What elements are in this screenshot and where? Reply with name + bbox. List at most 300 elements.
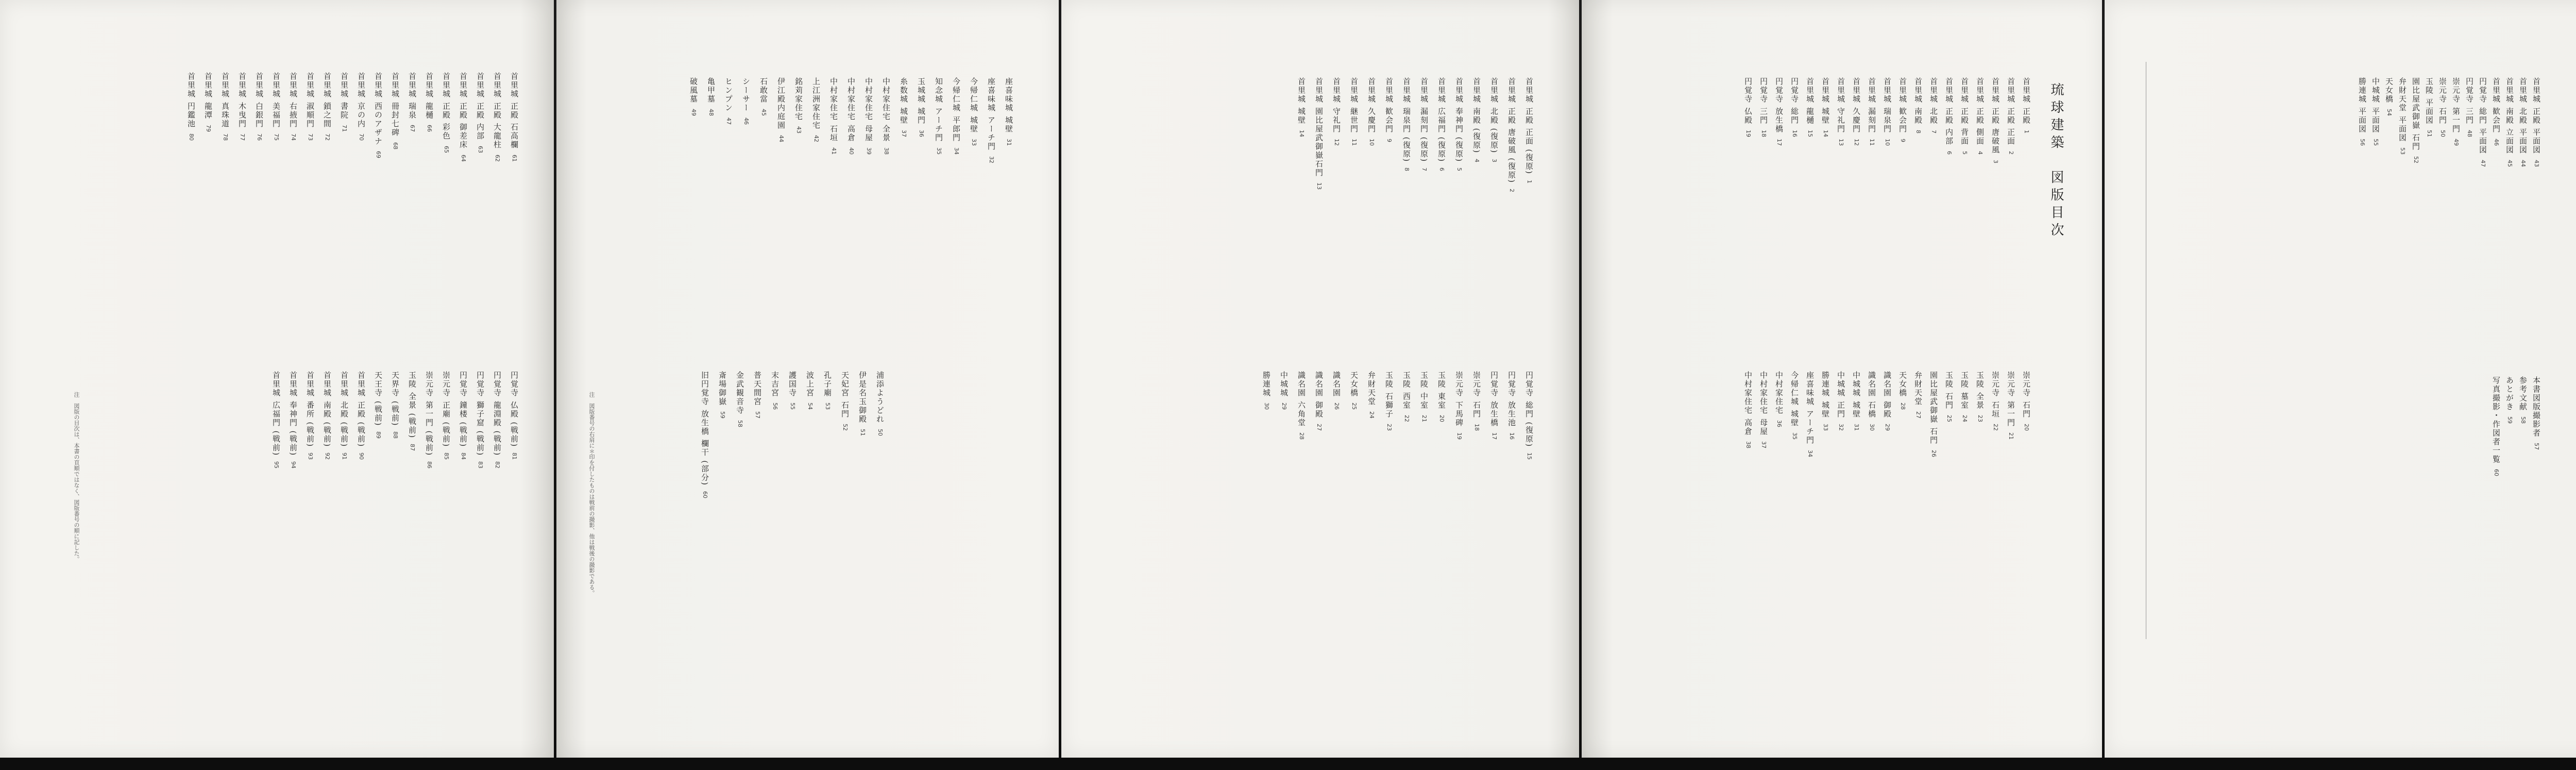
toc-entry-title: 中村家住宅 母屋 — [1759, 371, 1768, 436]
toc-entry — [1315, 77, 1323, 190]
toc-entry — [2398, 77, 2406, 155]
toc-entry-page: 77 — [239, 133, 246, 141]
toc-entry — [238, 72, 246, 141]
toc-entry — [1525, 371, 1533, 460]
toc-entry-page: 88 — [392, 431, 399, 439]
toc-entry-title: 弁財天堂 平面図 — [2398, 77, 2407, 142]
toc-entry-title: 首里城 淑順門 — [306, 72, 315, 128]
toc-entry — [1883, 371, 1891, 431]
toc-entry — [1806, 371, 1814, 457]
toc-entry-page: 86 — [426, 461, 433, 469]
toc-entry-title: 首里城 真珠道 — [221, 72, 230, 128]
toc-entry-title: 玉陵 中室 — [1419, 371, 1429, 410]
toc-entry-page: 84 — [460, 453, 467, 460]
toc-entry-title: 首里城 継世門 — [1349, 77, 1359, 133]
toc-entry-page: 55 — [2372, 138, 2379, 146]
toc-entry — [1280, 371, 1287, 410]
toc-entry — [1437, 77, 1445, 171]
toc-entry — [1790, 77, 1798, 137]
toc-entry-title: 中村家住宅 母屋 — [864, 77, 873, 142]
toc-entry-title: 首里城 龍潭 — [204, 72, 213, 120]
toc-entry — [1991, 77, 1999, 163]
toc-entry-page: 85 — [443, 453, 450, 460]
toc-entry-title: 天女橋 — [1349, 371, 1359, 397]
toc-entry-page: 74 — [290, 133, 297, 141]
toc-entry — [736, 371, 743, 427]
toc-entry-title: 石敢當 — [759, 77, 768, 104]
toc-entry-title: 首里城 正殿 大龍柱 — [493, 72, 502, 149]
toc-entry-page: 18 — [1473, 423, 1480, 431]
toc-entry — [374, 72, 382, 158]
toc-entry-title: 崇元寺 石門 — [1472, 371, 1481, 419]
toc-entry-title: 玉陵 全景 — [1975, 371, 1985, 410]
toc-entry-title: 中城城 正門 — [1836, 371, 1845, 419]
toc-entry — [1914, 77, 1922, 133]
toc-page-2 — [2105, 0, 2576, 758]
toc-entry-page: 54 — [807, 403, 814, 410]
toc-entry-title: 首里城 南殿 立面図 — [2505, 77, 2514, 155]
toc-entry-page: 39 — [866, 147, 872, 155]
toc-entry-title: 識名園 — [1332, 371, 1341, 397]
toc-entry-page: 52 — [2413, 156, 2419, 163]
plates-toc-page-4 — [0, 0, 554, 758]
toc-entry — [1960, 371, 1968, 422]
toc-entry-page: 42 — [813, 135, 820, 142]
toc-entry-page: 15 — [1807, 129, 1814, 137]
toc-entry-title: 園比屋武御嶽 石門 — [1929, 371, 1938, 445]
toc-entry-title: ヒンプン — [724, 77, 733, 112]
toc-entry — [2519, 376, 2527, 424]
toc-entry — [374, 371, 382, 439]
toc-entry-page: 18 — [1760, 129, 1767, 137]
toc-entry-page: 60 — [702, 491, 708, 499]
toc-entry-page: 11 — [1869, 138, 1875, 146]
toc-entry-page: 65 — [443, 145, 450, 153]
toc-entry-page: 11 — [1351, 138, 1358, 146]
toc-entry — [1297, 77, 1305, 137]
toc-entry-title: 崇元寺 石門 — [2438, 77, 2447, 125]
toc-entry — [1437, 371, 1445, 422]
plates-title: 琉球建築 図版目次 — [2048, 82, 2064, 240]
toc-entry — [2412, 77, 2419, 163]
toc-entry-page: 35 — [936, 147, 942, 155]
toc-entry-title: 座喜味城 城壁 — [1004, 77, 1013, 133]
toc-entry-title: 波上宮 — [805, 371, 815, 397]
toc-entry-title: 知念城 アーチ門 — [934, 77, 943, 142]
toc-entry-title: 孔子廟 — [823, 371, 832, 397]
toc-entry — [876, 371, 884, 436]
toc-entry-page: 57 — [2533, 443, 2540, 450]
toc-entry-page: 15 — [1526, 453, 1533, 460]
toc-entry-title: 円覚寺 放生橋 — [1489, 371, 1499, 427]
toc-entry-page: 58 — [737, 420, 743, 427]
toc-entry — [2022, 77, 2030, 133]
toc-entry — [1790, 371, 1798, 440]
toc-entry-page: 13 — [1838, 138, 1844, 146]
toc-entry-page: 70 — [358, 133, 365, 141]
toc-entry-page: 9 — [1900, 138, 1906, 142]
toc-entry-title: 中村家住宅 高倉 — [1743, 371, 1753, 436]
toc-entry-title: 勝連城 城壁 — [1821, 371, 1830, 419]
toc-entry-title: 破風墓 — [689, 77, 698, 104]
toc-entry-page: 69 — [375, 150, 382, 158]
toc-entry-title: 斎場御嶽 — [718, 371, 727, 406]
toc-entry-title: 首里城 円鑑池 — [187, 72, 196, 128]
toc-entry-page: 33 — [1822, 423, 1829, 431]
toc-entry — [425, 72, 433, 132]
toc-entry — [1976, 371, 1984, 422]
toc-entry — [1759, 371, 1767, 448]
toc-entry — [221, 72, 229, 141]
toc-entry-title: 円覚寺 総門 — [1790, 77, 1799, 125]
toc-entry — [2492, 376, 2500, 476]
toc-entry — [753, 371, 761, 419]
toc-entry — [2022, 371, 2030, 431]
toc-entry — [1262, 371, 1270, 410]
toc-entry — [1945, 77, 1953, 155]
toc-entry — [476, 371, 484, 468]
toc-entry — [1472, 371, 1480, 431]
toc-entry-title: 円覚寺 仏殿 (戦前) — [510, 371, 519, 448]
toc-entry-title: 首里城 北殿 (復原) — [1489, 77, 1499, 154]
toc-entry — [1490, 371, 1498, 440]
toc-entry — [1350, 371, 1358, 410]
toc-entry — [357, 72, 365, 141]
toc-entry-title: 玉城城 城門 — [917, 77, 926, 125]
toc-entry-title: 弁財天堂 — [1913, 371, 1923, 406]
toc-entry — [1759, 77, 1767, 137]
toc-entry-title: 金武観音寺 — [735, 371, 744, 415]
toc-entry — [2007, 371, 2014, 440]
toc-entry-title: 首里城 広福門 (復原) — [1437, 77, 1446, 163]
toc-entry — [2385, 77, 2393, 116]
toc-entry — [442, 371, 450, 460]
toc-entry-title: 伊江殿内庭園 — [776, 77, 786, 130]
toc-entry-title: 勝連城 — [1262, 371, 1271, 397]
toc-entry-title: 首里城 歓会門 — [2492, 77, 2501, 133]
toc-entry-page: 24 — [1961, 414, 1968, 422]
toc-entry — [306, 72, 314, 141]
toc-entry — [1507, 371, 1515, 440]
toc-entry — [510, 371, 518, 460]
toc-entry-page: 32 — [988, 156, 995, 163]
toc-entry — [391, 371, 399, 439]
toc-entry — [724, 77, 732, 125]
toc-entry — [408, 371, 416, 451]
toc-entry-title: 今帰仁城 城壁 — [1790, 371, 1799, 427]
toc-entry-page: 66 — [426, 124, 433, 132]
toc-entry-title: 首里城 正殿 内部 — [476, 72, 485, 141]
toc-entry-page: 10 — [1368, 138, 1375, 146]
toc-entry — [1402, 77, 1410, 171]
toc-entry-title: 首里城 龍樋 — [425, 72, 434, 120]
toc-entry-page: 14 — [1298, 129, 1305, 137]
toc-entry-title: 首里城 白銀門 — [255, 72, 264, 128]
toc-entry-title: 弁財天堂 — [1367, 371, 1376, 406]
toc-entry-page: 81 — [511, 453, 518, 460]
toc-entry-page: 12 — [1853, 138, 1860, 146]
toc-entry — [771, 371, 778, 410]
toc-entry-title: 首里城 正殿 石高欄 — [510, 72, 519, 149]
toc-entry — [459, 371, 467, 460]
toc-entry — [759, 77, 767, 116]
toc-entry-page: 6 — [1946, 150, 1953, 155]
toc-entry — [1837, 371, 1844, 431]
toc-entry-page: 73 — [307, 133, 314, 141]
toc-entry — [1455, 77, 1463, 171]
toc-entry — [1852, 371, 1860, 431]
toc-entry — [829, 77, 837, 155]
toc-entry-page: 63 — [477, 145, 484, 153]
toc-entry — [1332, 77, 1340, 146]
toc-entry-page: 50 — [2439, 129, 2446, 137]
toc-entry-title: 座喜味城 アーチ門 — [987, 77, 996, 151]
toc-entry-page: 23 — [1386, 423, 1393, 431]
toc-entry — [289, 371, 297, 468]
toc-entry-page: 26 — [1333, 403, 1340, 410]
toc-entry-title: 崇元寺 第一門 (戦前) — [425, 371, 434, 457]
toc-entry-title: 首里城 奉神門 (復原) — [1454, 77, 1464, 163]
toc-entry-title: 首里城 正殿 (戦前) — [357, 371, 366, 448]
toc-entry — [917, 77, 925, 137]
toc-entry-page: 51 — [859, 429, 866, 436]
toc-entry-title: 首里城 正殿 唐破風 (復原) — [1507, 77, 1516, 184]
toc-entry-page: 4 — [1977, 150, 1984, 155]
toc-entry-title: 首里城 正殿 正面 — [2006, 77, 2015, 146]
toc-entry — [1367, 77, 1375, 146]
toc-entry-title: 首里城 正殿 彩色 — [442, 72, 451, 141]
toc-entry-page: 50 — [877, 429, 884, 436]
toc-entry-page: 22 — [1403, 414, 1410, 422]
toc-entry-page: 54 — [2386, 109, 2393, 116]
toc-entry — [1297, 371, 1305, 440]
toc-entry-title: 中村家住宅 全景 — [882, 77, 891, 142]
toc-entry-title: 首里城 久慶門 — [1367, 77, 1376, 133]
toc-entry — [1929, 371, 1937, 457]
toc-entry-title: 首里城 城壁 — [1821, 77, 1830, 125]
toc-entry-page: 24 — [1368, 411, 1375, 419]
toc-entry-title: 玉陵 全景 (戦前) — [408, 371, 417, 439]
toc-entry — [1868, 371, 1875, 431]
toc-entry — [1868, 77, 1875, 146]
toc-entry-title: 首里城 京の内 — [357, 72, 366, 128]
toc-entry — [858, 371, 866, 436]
toc-entry-page: 67 — [409, 124, 416, 132]
toc-entry-title: 中村家住宅 — [1774, 371, 1784, 415]
toc-entry-page: 78 — [222, 133, 229, 141]
toc-entry — [1472, 77, 1480, 162]
toc-entry-page: 29 — [1884, 423, 1891, 431]
toc-entry-page: 76 — [256, 133, 263, 141]
toc-entry — [1945, 371, 1953, 422]
toc-entry-title: 首里城 正殿 唐破風 — [1991, 77, 2000, 155]
toc-entry — [777, 77, 785, 142]
toc-entry-page: 37 — [901, 129, 907, 137]
toc-entry-page: 45 — [760, 109, 767, 116]
toc-entry-title: 崇元寺 石門 — [2022, 371, 2031, 419]
toc-entry-page: 31 — [1006, 138, 1012, 146]
toc-entry-title: 首里城 瑞泉 — [408, 72, 417, 120]
toc-entry-page: 1 — [1526, 180, 1533, 184]
toc-entry — [2452, 77, 2460, 146]
toc-entry-title: 天妃宮 石門 — [840, 371, 850, 419]
toc-entry-title: 首里城 龍樋 — [1805, 77, 1815, 125]
toc-entry-page: 38 — [883, 147, 890, 155]
toc-entry — [306, 371, 314, 460]
toc-entry-title: 首里城 久慶門 — [1852, 77, 1861, 133]
toc-entry — [1775, 371, 1783, 427]
toc-entry — [1420, 77, 1428, 171]
toc-entry — [1806, 77, 1814, 137]
toc-entry — [2465, 77, 2473, 137]
toc-entry-page: 20 — [1438, 414, 1445, 422]
toc-entry-title: 中村家住宅 高倉 — [846, 77, 856, 142]
toc-entry-title: 上江洲家住宅 — [811, 77, 821, 130]
toc-entry-title: 首里城 正殿 — [2022, 77, 2031, 125]
toc-entry-title: 写真撮影・作図者一覧 — [2492, 376, 2501, 464]
toc-entry-page: 47 — [2480, 159, 2486, 167]
toc-entry-title: 天界寺 (戦前) — [391, 371, 400, 427]
toc-entry — [1490, 77, 1498, 162]
toc-entry-title: 円覚寺 総門 平面図 — [2478, 77, 2487, 155]
toc-entry-title: 糸数城 城壁 — [899, 77, 908, 125]
toc-entry-page: 28 — [1298, 432, 1305, 440]
toc-entry-page: 34 — [953, 147, 960, 155]
toc-entry-page: 83 — [477, 461, 484, 469]
toc-entry — [1821, 77, 1829, 137]
toc-entry — [510, 72, 518, 162]
toc-entry-title: 玉陵 西室 — [1402, 371, 1411, 410]
toc-entry-title: 首里城 南殿 (戦前) — [323, 371, 332, 448]
toc-entry-page: 64 — [460, 154, 467, 162]
toc-entry — [823, 371, 831, 410]
toc-entry-title: 浦添ようどれ — [875, 371, 885, 424]
toc-entry — [707, 77, 715, 116]
toc-entry-page: 53 — [2399, 147, 2406, 155]
toc-entry-title: 首里城 広福門 (戦前) — [272, 371, 281, 457]
toc-entry — [1332, 371, 1340, 410]
toc-entry-page: 4 — [1473, 159, 1480, 163]
toc-entry-page: 94 — [290, 461, 297, 469]
toc-entry-title: 首里城 正殿 平面図 — [2532, 77, 2541, 155]
toc-entry — [1350, 77, 1358, 146]
toc-entry-title: 首里城 右掖門 — [289, 72, 298, 128]
toc-entry — [2492, 77, 2500, 146]
toc-entry — [187, 72, 195, 141]
toc-entry-page: 68 — [392, 142, 399, 149]
toc-entry-title: 首里城 西のアザナ — [374, 72, 383, 146]
toc-entry — [806, 371, 814, 410]
toc-entry — [272, 72, 280, 141]
toc-entry-title: 首里城 園比屋武御嶽石門 — [1314, 77, 1324, 177]
toc-entry-page: 57 — [754, 411, 761, 419]
toc-entry — [493, 72, 501, 162]
toc-entry-title: 座喜味城 アーチ門 — [1805, 371, 1815, 445]
plates-toc-page-2 — [1061, 0, 1579, 758]
toc-entry — [272, 371, 280, 468]
toc-entry-page: 1 — [2023, 129, 2030, 133]
toc-entry-title: 勝連城 平面図 — [2358, 77, 2367, 133]
toc-entry-page: 7 — [1930, 129, 1937, 133]
toc-entry — [255, 72, 263, 141]
toc-entry — [1899, 77, 1906, 142]
toc-entry-title: 首里城 正殿 背面 — [1960, 77, 1969, 146]
toc-entry — [2371, 77, 2379, 146]
toc-entry-title: 首里城 美福門 — [272, 72, 281, 128]
toc-entry-page: 93 — [307, 453, 314, 460]
toc-entry-page: 46 — [743, 118, 750, 125]
toc-entry — [1402, 371, 1410, 422]
toc-entry-title: 円覚寺 三門 — [1759, 77, 1768, 125]
toc-entry-page: 16 — [1509, 432, 1515, 440]
plates-toc-page-3 — [556, 0, 1059, 758]
toc-entry-page: 56 — [2359, 138, 2366, 146]
toc-entry-page: 43 — [795, 126, 802, 133]
toc-entry-page: 44 — [778, 135, 785, 142]
toc-entry-title: 中城城 城壁 — [1852, 371, 1861, 419]
toc-entry-page: 48 — [708, 109, 715, 116]
toc-entry-page: 7 — [1421, 168, 1428, 172]
toc-entry-page: 30 — [1263, 403, 1270, 410]
toc-entry-page: 19 — [1456, 432, 1463, 440]
toc-entry-title: 末吉宮 — [770, 371, 779, 397]
toc-entry-page: 89 — [375, 431, 382, 439]
toc-entry-page: 36 — [1776, 420, 1783, 427]
toc-entry — [1775, 77, 1783, 146]
toc-entry-page: 38 — [1745, 441, 1752, 448]
toc-entry-title: 銘苅家住宅 — [794, 77, 803, 121]
toc-entry-page: 92 — [324, 453, 331, 460]
toc-entry-page: 9 — [1386, 138, 1393, 142]
toc-entry-title: 首里城 南殿 — [1913, 77, 1923, 125]
toc-entry-title: 円覚寺 獅子窟 (戦前) — [476, 371, 485, 457]
toc-entry — [935, 77, 942, 155]
toc-entry — [1976, 77, 1984, 155]
toc-entry-page: 55 — [789, 403, 796, 410]
toc-entry-page: 79 — [205, 124, 212, 132]
toc-entry — [812, 77, 820, 142]
toc-entry-title: 首里城 瑞泉門 (復原) — [1402, 77, 1411, 163]
toc-entry-title: 参考文献 — [2518, 376, 2528, 411]
toc-entry-title: 首里城 冊封七碑 — [391, 72, 400, 137]
toc-entry-page: 16 — [1791, 129, 1798, 137]
toc-entry-title: 伊是名玉御殿 — [858, 371, 867, 424]
toc-entry-page: 58 — [2520, 416, 2527, 424]
toc-entry — [900, 77, 907, 137]
toc-entry-page: 40 — [848, 147, 855, 155]
toc-entry-page: 21 — [2008, 432, 2014, 440]
toc-entry-title: 識名園 御殿 — [1314, 371, 1324, 419]
toc-entry — [718, 371, 726, 419]
toc-entry-page: 28 — [1900, 403, 1906, 410]
toc-entry-title: 首里城 奉神門 (戦前) — [289, 371, 298, 457]
toc-entry-page: 8 — [1915, 129, 1922, 133]
toc-entry-title: 首里城 正殿 側面 — [1975, 77, 1985, 146]
toc-entry-page: 45 — [2506, 159, 2513, 167]
toc-entry-title: あとがき — [2505, 376, 2514, 411]
toc-entry-page: 36 — [918, 129, 925, 137]
toc-entry — [788, 371, 796, 410]
toc-entry-page: 59 — [2506, 416, 2513, 424]
toc-entry — [1852, 77, 1860, 146]
toc-entry-title: 首里城 書院 — [340, 72, 349, 120]
toc-entry-page: 48 — [2466, 129, 2473, 137]
toc-entry — [865, 77, 872, 155]
toc-entry-title: 護国寺 — [788, 371, 797, 397]
toc-entry-page: 95 — [273, 461, 280, 469]
toc-entry — [1991, 371, 1999, 431]
toc-entry — [1385, 77, 1393, 142]
